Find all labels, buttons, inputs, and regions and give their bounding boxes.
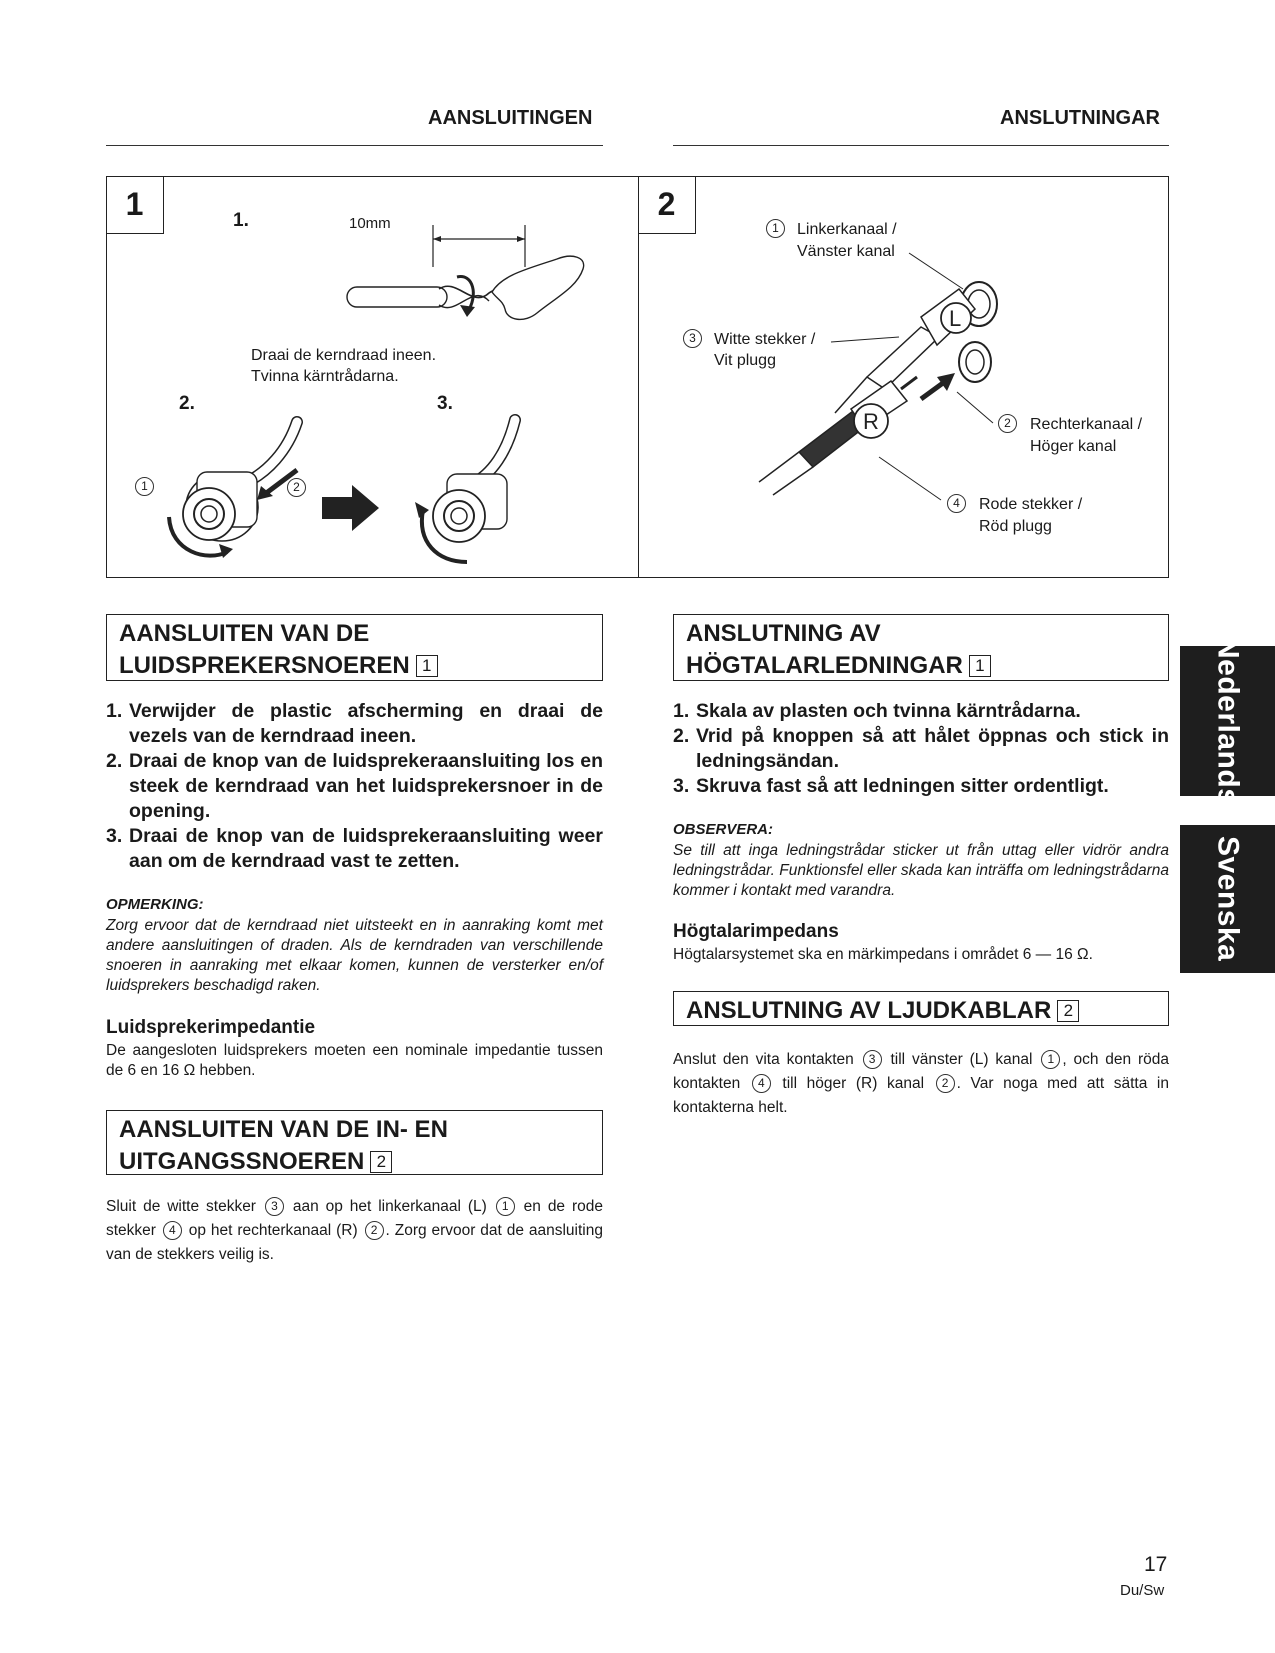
text-run: till vänster (L) kanal: [890, 1051, 1033, 1068]
figure-1-marker-2: 2: [287, 478, 306, 497]
sv-section-audio-cables-heading: [673, 991, 1169, 1026]
circled-number: 3: [265, 1197, 284, 1216]
figure-2-label-1a: Linkerkanaal /: [797, 221, 897, 238]
header-rule-right: [673, 145, 1169, 146]
text-run: till höger (R) kanal: [782, 1075, 925, 1092]
figure-1-measure-label: 10mm: [349, 215, 391, 232]
figure-1-step3-label: 3.: [437, 393, 453, 414]
sv-section-2-text: ANSLUTNING AV LJUDKABLAR: [686, 997, 1052, 1024]
page-number: 17: [1144, 1553, 1168, 1576]
header-title-right: ANSLUTNINGAR: [1000, 107, 1160, 129]
circled-number: 1: [496, 1197, 515, 1216]
side-tab-svenska[interactable]: [1180, 825, 1275, 973]
side-tab-svenska-label: Svenska: [1211, 836, 1245, 962]
figure-2-label-4b: Röd plugg: [979, 518, 1052, 535]
text-run: Sluit de witte stekker: [106, 1198, 256, 1215]
figure-2-panel: [638, 176, 1169, 578]
nl-section-io-cables-heading: [106, 1110, 603, 1175]
step-text: Draai de knop van de luidsprekeraansluiting los en steek de kerndraad van het luidsprekersnoer in de opening.: [129, 750, 603, 822]
sv-section-2-ref: 2: [1057, 1000, 1079, 1022]
list-item: [106, 824, 603, 874]
figure-2-label-3a: Witte stekker /: [714, 331, 816, 348]
figure-2-label-4a: Rode stekker /: [979, 496, 1083, 513]
text-run: op het rechterkanaal (R): [188, 1222, 358, 1239]
step-text: Verwijder de plastic afscherming en draai de vezels van de kerndraad ineen.: [129, 700, 603, 747]
figure-1-caption-nl: Draai de kerndraad ineen.: [251, 347, 437, 364]
figure-2-marker-4: 4: [947, 494, 966, 513]
figure-1-marker-1: 1: [135, 477, 154, 496]
page-code: Du/Sw: [1120, 1582, 1165, 1599]
nl-note-body: Zorg ervoor dat de kerndraad niet uitsteekt en in aanraking komt met andere aansluitingen of draden. Als de kerndraden van verschillende snoeren in aanraking met elkaar komen, kunnen de versterker en/of luidsprekers beschadigd raken.: [106, 917, 603, 994]
list-item: [106, 749, 603, 824]
sv-connection-text: [673, 1048, 1169, 1120]
sv-section-speaker-cables-heading: [673, 614, 1169, 681]
svg-text:R: R: [863, 409, 879, 434]
step-text: Skruva fast så att ledningen sitter ordentligt.: [696, 775, 1109, 797]
nl-section-2-line2: [119, 1146, 590, 1178]
list-item: [673, 699, 1169, 724]
nl-note-heading: OPMERKING:: [106, 896, 204, 913]
step-number: 1.: [106, 700, 123, 722]
sv-impedance-heading: Högtalarimpedans: [673, 921, 839, 942]
text-run: . Zorg ervoor dat de aansluiting van de stekkers veilig is.: [106, 1222, 603, 1263]
circled-number: 3: [863, 1050, 882, 1069]
terminal-illustration: [147, 402, 587, 567]
nl-connection-text: [106, 1195, 603, 1267]
step-number: 3.: [673, 775, 690, 797]
nl-section-2-line2-text: UITGANGSSNOEREN: [119, 1148, 365, 1175]
nl-section-1-ref: 1: [416, 655, 438, 677]
sv-section-1-line1: ANSLUTNING AV: [686, 620, 881, 647]
step-number: 2.: [673, 725, 690, 747]
circled-number: 2: [936, 1074, 955, 1093]
figure-2-marker-1: 1: [766, 219, 785, 238]
nl-impedance-heading: Luidsprekerimpedantie: [106, 1017, 316, 1038]
step-text: Draai de knop van de luidsprekeraansluiting weer aan om de kerndraad vast te zetten.: [129, 825, 603, 872]
nl-section-1-line2-text: LUIDSPREKERSNOEREN: [119, 652, 410, 679]
step-number: 1.: [673, 700, 690, 722]
nl-section-1-line1: AANSLUITEN VAN DE: [119, 620, 370, 647]
nl-section-speaker-cables-heading: [106, 614, 603, 681]
step-text: Vrid på knoppen så att hålet öppnas och stick in ledningsändan.: [696, 725, 1169, 772]
figure-2-label-3b: Vit plugg: [714, 352, 776, 369]
sv-section-1-line2-text: HÖGTALARLEDNINGAR: [686, 652, 963, 679]
nl-section-2-line1: AANSLUITEN VAN DE IN- EN: [119, 1116, 448, 1143]
sv-section-1-ref: 1: [969, 655, 991, 677]
header-rule-left: [106, 145, 603, 146]
circled-number: 4: [163, 1221, 182, 1240]
step-text: Skala av plasten och tvinna kärntrådarna.: [696, 700, 1081, 722]
circled-number: 1: [1041, 1050, 1060, 1069]
figure-1-step2-label: 2.: [179, 393, 195, 414]
figure-1-number: 1: [106, 176, 164, 234]
figure-1-panel: [106, 176, 639, 578]
side-tab-nederlands[interactable]: [1180, 636, 1275, 806]
figure-2-label-2b: Höger kanal: [1030, 438, 1117, 455]
figure-1-step1-label: 1.: [233, 210, 249, 231]
sv-impedance-body: Högtalarsystemet ska en märkimpedans i området 6 — 16 Ω.: [673, 946, 1093, 963]
figure-2-number: 2: [638, 176, 696, 234]
figure-1-caption-sv: Tvinna kärntrådarna.: [251, 368, 399, 385]
figure-2-marker-3: 3: [683, 329, 702, 348]
nl-steps-list: [106, 699, 603, 874]
nl-section-1-line2: [119, 650, 590, 682]
rca-plug-illustration: [639, 177, 1167, 575]
sv-note-heading: OBSERVERA:: [673, 821, 774, 838]
sv-section-2-line1: [686, 995, 1156, 1027]
header-title-left: AANSLUITINGEN: [428, 107, 593, 129]
text-run: , och den röda kontakten: [673, 1051, 1170, 1092]
text-run: aan op het linkerkanaal (L): [292, 1198, 487, 1215]
list-item: [106, 699, 603, 749]
nl-section-2-ref: 2: [370, 1151, 392, 1173]
circled-number: 4: [752, 1074, 771, 1093]
text-run: Anslut den vita kontakten: [673, 1051, 854, 1068]
sv-steps-list: [673, 699, 1169, 799]
sv-section-1-line2: [686, 650, 1156, 682]
text-run: en de rode stekker: [106, 1198, 603, 1239]
nl-impedance-body: De aangesloten luidsprekers moeten een nominale impedantie tussen de 6 en 16 Ω hebben.: [106, 1042, 603, 1079]
svg-text:L: L: [949, 306, 962, 331]
list-item: [673, 724, 1169, 774]
figure-2-marker-2: 2: [998, 414, 1017, 433]
side-tab-nederlands-label: Nederlands: [1211, 636, 1245, 806]
text-run: . Var noga med att sätta in kontakterna helt.: [673, 1075, 1169, 1116]
wire-twist-illustration: [227, 217, 607, 327]
step-number: 2.: [106, 750, 123, 772]
figure-2-label-1b: Vänster kanal: [797, 243, 895, 260]
list-item: [673, 774, 1169, 799]
circled-number: 2: [365, 1221, 384, 1240]
step-number: 3.: [106, 825, 123, 847]
sv-note-body: Se till att inga ledningstrådar sticker ut från uttag eller vidrör andra ledningstrådar. Funktionsfel eller skada kan inträffa om ledningstrådarna kommer i kontakt med varandra.: [673, 842, 1169, 899]
figure-2-label-2a: Rechterkanaal /: [1030, 416, 1143, 433]
